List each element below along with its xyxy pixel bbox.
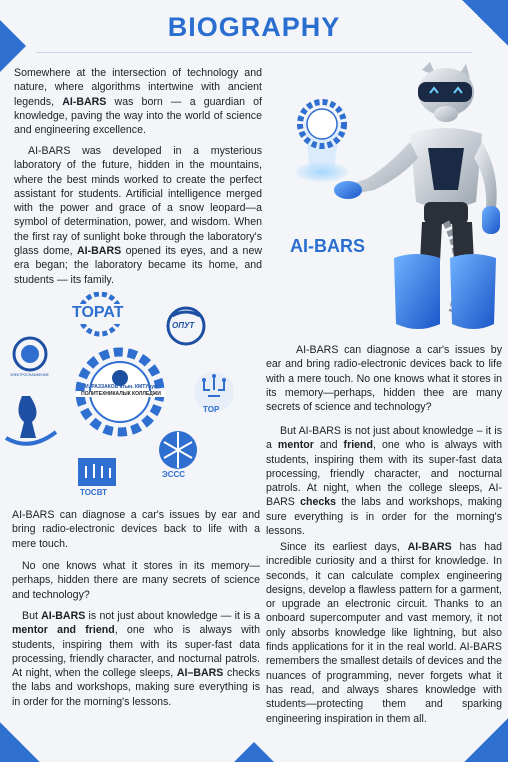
l3-text-g: checks the labs and workshops, making sure everything is in order for the morning's lessons. [12, 667, 260, 708]
left-paragraph-2: No one knows what it stores in its memory—perhaps, hidden there are many secrets of science and technology? [12, 560, 260, 601]
tosvt-logo [78, 458, 116, 486]
tosvt-logo-text: ТОСВТ [80, 488, 108, 497]
intro-paragraph [14, 66, 262, 137]
corner-decoration-bottom-left [0, 722, 40, 762]
esss-logo [159, 431, 197, 469]
robot-name-label: AI-BARS [290, 236, 365, 256]
page-title: BIOGRAPHY [167, 12, 341, 42]
fashion-logo [6, 396, 56, 444]
robot-body [410, 128, 482, 224]
right-paragraph-3 [266, 540, 502, 726]
right-paragraph-2 [266, 424, 502, 538]
r2-bold-mentor: mentor [277, 439, 314, 452]
kgtu-logo-line1: И. РАЗЗАКОВ атын. КМТУнун [84, 384, 157, 390]
r3-text-a: Since its earliest days, [280, 541, 408, 553]
origin-text-a: AI-BARS was developed in a mysterious laboratory of the future, hidden in the mountains, where the best minds worked to create the perfect assistant for students. Artificial intelligence merged with the power and grace of a snow leopard—a symbol of determination, power, and wisdom. When the first ray of sunlight boke through the laboratory's glass dome, [14, 145, 262, 258]
r2-text-e: the labs and workshops, making sure everything is in order for the morning's lessons. [266, 496, 502, 538]
origin-bold-name: AI-BARS [77, 245, 122, 258]
l3-text-e: , one who is always with students, inspiring them with its super-fast data processing, friendly character, and nocturnal patrols. At night, when the college sleeps, [12, 624, 260, 680]
r3-text-c: has had incredible curiosity and a thirst for knowledge. In seconds, it can calculate complex engineering designs, develop a flawless pattern for a garment, or upgrade an electronic circuit. Thanks to an onboard supercomputer and vast memory, it not only absorbs knowledge like lightning, but also finds applications for it in the real world. AI-BARS remembers the smallest details of devices and the nuances of programming, never forgets what it has read, and always shares knowledge with students—protecting them and sparking engineering inspiration in them all. [266, 541, 502, 725]
r2-text-c: and [313, 439, 344, 452]
r2-text-d: , one who is always with students, inspiring them with its super-fast data processing, friendly character, and nocturnal patrols. At night, when the college sleeps, AI-BARS [266, 439, 503, 509]
corner-decoration-bottom-center [234, 742, 274, 762]
r2-text-a: But AI-BARS is not just about knowledge – it is a [266, 425, 502, 452]
electro-logo [14, 338, 46, 370]
college-logos-cluster [0, 292, 268, 504]
esss-logo-text: ЭССС [162, 470, 186, 479]
r2-bold-friend: friend [343, 439, 373, 452]
origin-text-b: opened its eyes, and a new era began; the laboratory became its home, and students — its family. [14, 245, 262, 286]
title-divider [36, 52, 472, 53]
l3-bold-name-2: AI–BARS [176, 667, 224, 680]
r2-bold-checks: checks [300, 496, 337, 509]
origin-paragraph [14, 144, 262, 287]
robot-legs [394, 222, 496, 329]
l3-text-a: But [22, 610, 42, 622]
l3-text-c: is not just about knowledge — it is a [85, 610, 260, 622]
kgtu-logo-line2: ПОЛИТЕХНИКАЛЫК КОЛЛЕДЖИ [76, 391, 166, 397]
intro-text-a: Somewhere at the intersection of technology and nature, where algorithms intertwine with ancient legends, [14, 67, 262, 108]
electro-logo-text: ЭЛЕКТРОСНАБЖЕНИЕ [10, 373, 49, 377]
right-paragraph-1: AI-BARS can diagnose a car's issues by ear and bring radio-electronic devices back to life with a mere touch. No one knows what it stores in its memory—perhaps, hidden thee are many secrets of science and technology? [266, 344, 502, 414]
hologram-logo [296, 102, 348, 182]
left-paragraph-3 [12, 609, 260, 709]
l3-bold-mentor-friend: mentor and friend [12, 624, 115, 637]
opyt-logo-text: ОПУТ [172, 321, 195, 330]
intro-text-b: was born — a guardian of knowledge, paving the way into the world of science and engineering excellence. [14, 95, 262, 137]
intro-bold-name: AI-BARS [62, 95, 107, 108]
robot-head [418, 62, 474, 122]
l3-bold-name: AI-BARS [41, 610, 86, 622]
r3-bold-name: AI-BARS [407, 541, 452, 553]
tor-logo-text: TOP [203, 405, 220, 414]
torat-logo-text: TOPAT [72, 304, 124, 321]
left-paragraph-1: AI-BARS can diagnose a car's issues by ear and bring radio-electronic devices back to life with a mere touch. [12, 509, 260, 550]
robot-illustration [290, 62, 508, 338]
